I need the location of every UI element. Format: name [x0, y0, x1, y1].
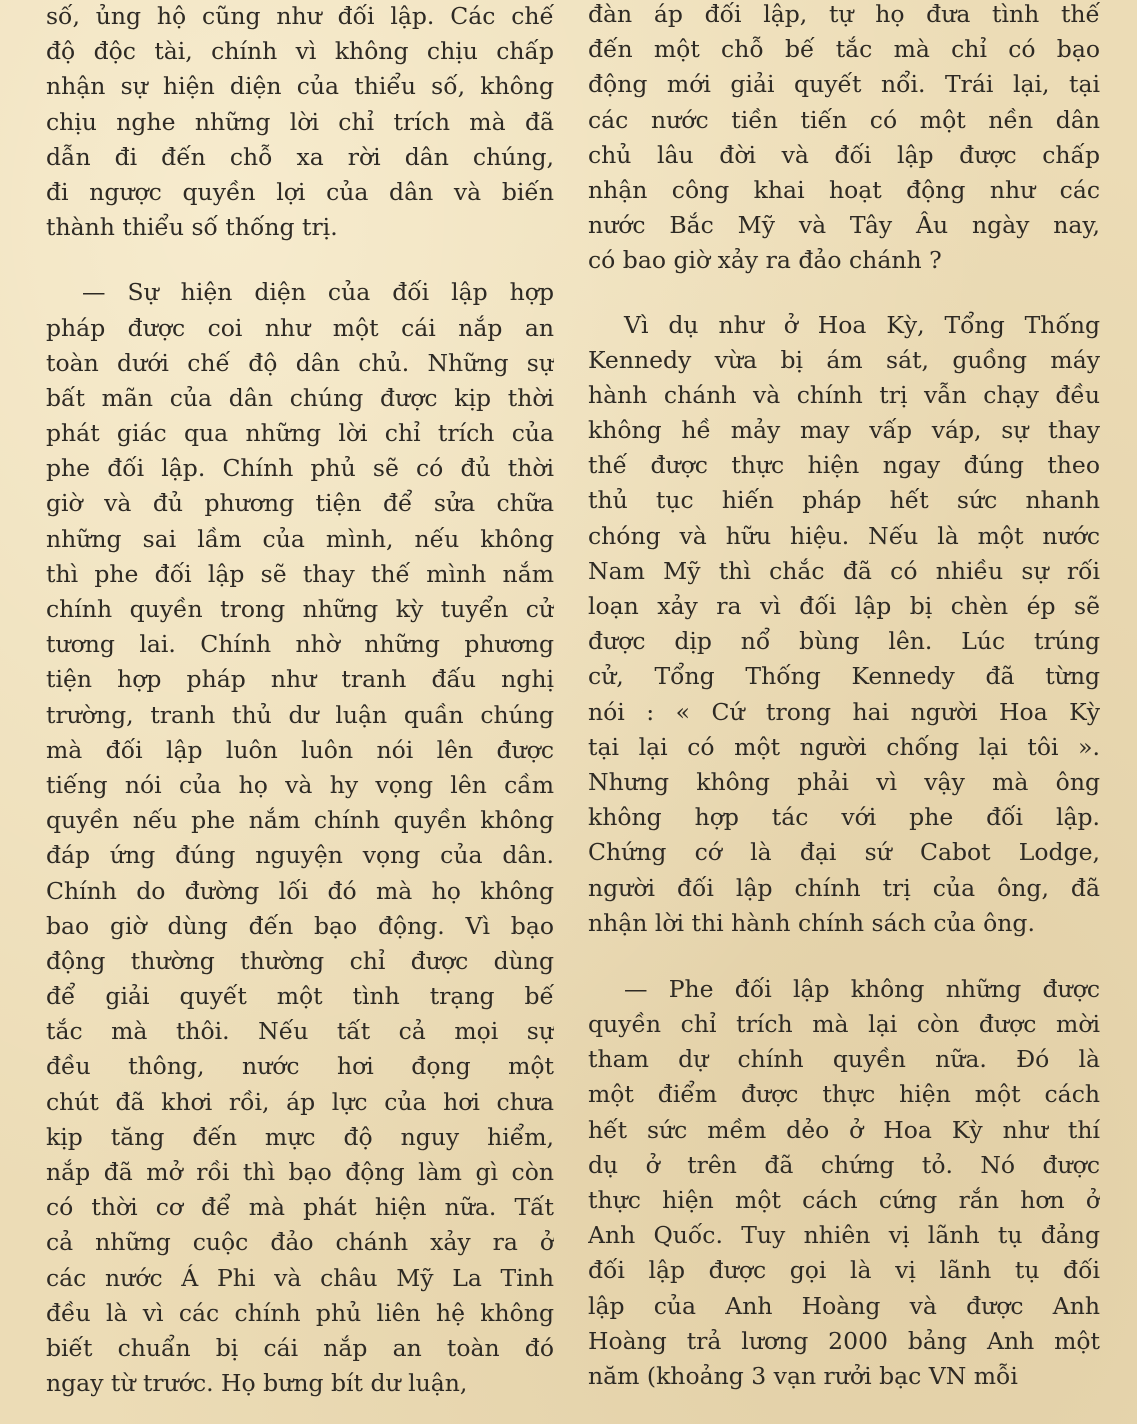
text-line: kịp tăng đến mực độ nguy hiểm, [46, 1122, 554, 1151]
text-line: lập của Anh Hoàng và được Anh [588, 1291, 1100, 1320]
text-line: chút đã khơi rồi, áp lực của hơi chưa [46, 1087, 554, 1116]
text-line: năm (khoảng 3 vạn rưởi bạc VN mỗi [588, 1361, 1018, 1390]
text-line: — Sự hiện diện của đối lập hợp [82, 278, 554, 307]
text-line: mà đối lập luôn luôn nói lên được [46, 735, 554, 764]
text-line: dụ ở trên đã chứng tỏ. Nó được [588, 1150, 1100, 1179]
text-line: thì phe đối lập sẽ thay thế mình nắm [46, 559, 554, 588]
text-line: chủ lâu đời và đối lập được chấp [588, 140, 1100, 169]
text-line: đến một chỗ bế tắc mà chỉ có bạo [588, 35, 1100, 64]
left-paragraph-2 [46, 275, 554, 1401]
text-line: Chứng cớ là đại sứ Cabot Lodge, [588, 838, 1100, 867]
text-line: đi ngược quyền lợi của dân và biến [46, 177, 554, 206]
text-line: thành thiểu số thống trị. [46, 213, 338, 242]
text-line: pháp được coi như một cái nắp an [46, 313, 554, 342]
text-line: chính quyền trong những kỳ tuyển cử [46, 595, 554, 623]
text-line: ngay từ trước. Họ bưng bít dư luận, [46, 1369, 468, 1398]
text-line: nhận công khai hoạt động như các [588, 175, 1100, 204]
text-line: phát giác qua những lời chỉ trích của [46, 419, 554, 448]
text-line: tương lai. Chính nhờ những phương [46, 630, 554, 659]
text-line: giờ và đủ phương tiện để sửa chữa [46, 489, 554, 518]
text-line: biết chuẩn bị cái nắp an toàn đó [46, 1333, 554, 1362]
text-line: nắp đã mở rồi thì bạo động làm gì còn [46, 1158, 554, 1186]
left-paragraph-1 [46, 0, 554, 245]
text-line: đều là vì các chính phủ liên hệ không [46, 1298, 554, 1327]
text-line: tắc mà thôi. Nếu tất cả mọi sự [46, 1017, 554, 1046]
text-line: — Phe đối lập không những được [624, 974, 1100, 1003]
text-line: cả những cuộc đảo chánh xảy ra ở [46, 1228, 554, 1257]
text-line: độ độc tài, chính vì không chịu chấp [46, 37, 554, 66]
text-line: thủ tục hiến pháp hết sức nhanh [588, 486, 1100, 515]
text-line: hết sức mềm dẻo ở Hoa Kỳ như thí [588, 1115, 1100, 1144]
text-line: để giải quyết một tình trạng bế [46, 982, 554, 1011]
text-line: cử, Tổng Thống Kennedy đã từng [588, 662, 1100, 691]
text-line: quyền chỉ trích mà lại còn được mời [588, 1010, 1100, 1039]
text-line: đối lập được gọi là vị lãnh tụ đối [588, 1256, 1100, 1285]
text-line: nước Bắc Mỹ và Tây Âu ngày nay, [588, 211, 1100, 240]
text-line: được dịp nổ bùng lên. Lúc trúng [588, 627, 1100, 656]
text-line: tham dự chính quyền nữa. Đó là [588, 1045, 1100, 1074]
text-line: toàn dưới chế độ dân chủ. Những sự [46, 348, 554, 377]
text-line: Kennedy vừa bị ám sát, guồng máy [588, 345, 1100, 374]
text-line: một điểm được thực hiện một cách [588, 1080, 1100, 1109]
text-line: nói : « Cứ trong hai người Hoa Kỳ [588, 697, 1100, 726]
text-line: số, ủng hộ cũng như đối lập. Các chế [46, 2, 554, 30]
right-paragraph-2 [588, 308, 1100, 941]
text-line: tiện hợp pháp như tranh đấu nghị [46, 665, 554, 694]
right-paragraph-3 [588, 972, 1100, 1394]
text-line: chóng và hữu hiệu. Nếu là một nước [588, 521, 1100, 550]
text-line: động mới giải quyết nổi. Trái lại, tại [588, 70, 1100, 99]
text-line: đàn áp đối lập, tự họ đưa tình thế [588, 0, 1100, 28]
text-line: loạn xảy ra vì đối lập bị chèn ép sẽ [588, 592, 1100, 620]
text-line: thực hiện một cách cứng rắn hơn ở [588, 1186, 1100, 1214]
text-line: nhận sự hiện diện của thiểu số, không [46, 72, 554, 101]
text-line: động thường thường chỉ được dùng [46, 946, 554, 975]
left-column [46, 0, 554, 1401]
text-line: Anh Quốc. Tuy nhiên vị lãnh tụ đảng [588, 1221, 1100, 1250]
text-line: chịu nghe những lời chỉ trích mà đã [46, 107, 554, 136]
right-column [588, 0, 1100, 1394]
text-line: Chính do đường lối đó mà họ không [46, 876, 554, 905]
text-line: không hề mảy may vấp váp, sự thay [588, 416, 1100, 445]
text-line: Nam Mỹ thì chắc đã có nhiều sự rối [588, 556, 1100, 585]
text-line: các nước Á Phi và châu Mỹ La Tinh [46, 1263, 554, 1292]
text-line: những sai lầm của mình, nếu không [46, 524, 554, 553]
text-line: tại lại có một người chống lại tôi ». [588, 732, 1100, 761]
text-line: đều thông, nước hơi đọng một [46, 1052, 554, 1081]
text-line: thế được thực hiện ngay đúng theo [588, 451, 1100, 480]
text-line: có thời cơ để mà phát hiện nữa. Tất [46, 1193, 554, 1222]
text-line: có bao giờ xảy ra đảo chánh ? [588, 246, 942, 275]
text-line: Vì dụ như ở Hoa Kỳ, Tổng Thống [624, 310, 1100, 339]
text-line: bao giờ dùng đến bạo động. Vì bạo [46, 911, 554, 940]
text-line: Nhưng không phải vì vậy mà ông [588, 767, 1100, 796]
text-line: nhận lời thi hành chính sách của ông. [588, 908, 1035, 937]
right-paragraph-1 [588, 0, 1100, 279]
text-line: bất mãn của dân chúng được kịp thời [46, 383, 554, 412]
text-line: đáp ứng đúng nguyện vọng của dân. [46, 841, 554, 870]
text-line: tiếng nói của họ và hy vọng lên cầm [46, 770, 554, 799]
text-line: phe đối lập. Chính phủ sẽ có đủ thời [46, 454, 554, 483]
text-line: Hoàng trả lương 2000 bảng Anh một [588, 1326, 1100, 1355]
text-line: hành chánh và chính trị vẫn chạy đều [588, 380, 1100, 409]
text-line: các nước tiền tiến có một nền dân [588, 105, 1100, 134]
text-line: trường, tranh thủ dư luận quần chúng [46, 700, 554, 729]
text-line: người đối lập chính trị của ông, đã [588, 873, 1100, 902]
text-line: không hợp tác với phe đối lập. [588, 803, 1100, 832]
text-line: quyền nếu phe nắm chính quyền không [46, 806, 554, 835]
text-line: dẫn đi đến chỗ xa rời dân chúng, [46, 142, 554, 171]
